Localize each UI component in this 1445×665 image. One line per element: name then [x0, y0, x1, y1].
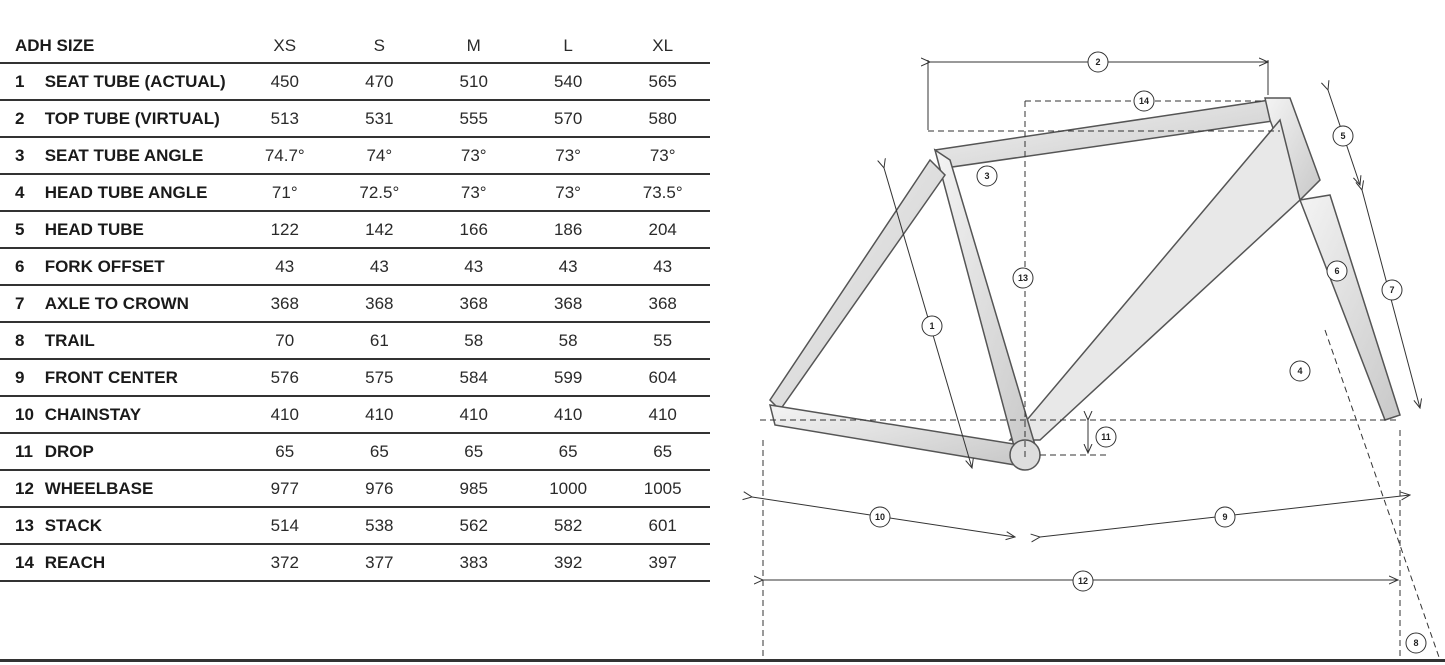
row-value: 599 [521, 359, 616, 396]
row-measurement-name: DROP [45, 433, 238, 470]
row-value: 397 [615, 544, 710, 581]
row-number: 10 [0, 396, 45, 433]
marker-13 [1013, 268, 1033, 288]
svg-text:8: 8 [1413, 638, 1419, 648]
row-value: 65 [237, 433, 332, 470]
row-value: 513 [237, 100, 332, 137]
row-value: 70 [237, 322, 332, 359]
table-row [0, 433, 710, 470]
row-value: 977 [237, 470, 332, 507]
row-value: 383 [427, 544, 521, 581]
row-value: 73° [427, 174, 521, 211]
svg-text:5: 5 [1340, 131, 1346, 141]
row-measurement-name: TOP TUBE (VIRTUAL) [45, 100, 238, 137]
row-value: 58 [427, 322, 521, 359]
header-row [0, 30, 710, 63]
table-row [0, 248, 710, 285]
marker-9 [1215, 507, 1235, 527]
row-value: 570 [521, 100, 616, 137]
row-number: 2 [0, 100, 45, 137]
svg-text:13: 13 [1017, 273, 1029, 283]
row-value: 65 [427, 433, 521, 470]
row-value: 65 [615, 433, 710, 470]
row-value: 166 [427, 211, 521, 248]
row-number: 4 [0, 174, 45, 211]
row-value: 73.5° [615, 174, 710, 211]
row-value: 410 [237, 396, 332, 433]
marker-11 [1096, 427, 1116, 447]
bottom-rule [0, 659, 1445, 662]
row-value: 43 [521, 248, 616, 285]
row-value: 565 [615, 63, 710, 100]
marker-2 [1088, 52, 1108, 72]
row-number: 13 [0, 507, 45, 544]
row-value: 368 [615, 285, 710, 322]
marker-14 [1134, 91, 1154, 111]
row-value: 531 [332, 100, 427, 137]
row-measurement-name: HEAD TUBE [45, 211, 238, 248]
row-measurement-name: WHEELBASE [45, 470, 238, 507]
table-row [0, 100, 710, 137]
size-header-m: M [427, 30, 521, 63]
row-value: 410 [332, 396, 427, 433]
row-value: 122 [237, 211, 332, 248]
row-measurement-name: HEAD TUBE ANGLE [45, 174, 238, 211]
marker-1 [922, 316, 942, 336]
row-value: 74.7° [237, 137, 332, 174]
marker-7 [1382, 280, 1402, 300]
row-value: 372 [237, 544, 332, 581]
row-value: 976 [332, 470, 427, 507]
table-row [0, 507, 710, 544]
marker-5 [1333, 126, 1353, 146]
row-value: 1005 [615, 470, 710, 507]
row-value: 43 [427, 248, 521, 285]
marker-3 [977, 166, 997, 186]
row-value: 392 [521, 544, 616, 581]
row-value: 1000 [521, 470, 616, 507]
svg-text:7: 7 [1389, 285, 1395, 295]
row-value: 65 [332, 433, 427, 470]
row-number: 9 [0, 359, 45, 396]
row-value: 450 [237, 63, 332, 100]
row-value: 368 [427, 285, 521, 322]
bike-frame [770, 98, 1400, 470]
svg-text:10: 10 [874, 512, 886, 522]
table-row [0, 137, 710, 174]
row-value: 562 [427, 507, 521, 544]
row-measurement-name: FORK OFFSET [45, 248, 238, 285]
row-value: 410 [521, 396, 616, 433]
row-measurement-name: REACH [45, 544, 238, 581]
row-value: 65 [521, 433, 616, 470]
row-value: 410 [427, 396, 521, 433]
row-measurement-name: STACK [45, 507, 238, 544]
table-row [0, 322, 710, 359]
row-value: 368 [521, 285, 616, 322]
svg-text:4: 4 [1297, 366, 1303, 376]
row-value: 575 [332, 359, 427, 396]
row-number: 8 [0, 322, 45, 359]
table-row [0, 470, 710, 507]
row-value: 584 [427, 359, 521, 396]
row-value: 72.5° [332, 174, 427, 211]
row-value: 368 [237, 285, 332, 322]
row-measurement-name: SEAT TUBE (ACTUAL) [45, 63, 238, 100]
row-value: 377 [332, 544, 427, 581]
row-value: 73° [427, 137, 521, 174]
size-header-xs: XS [237, 30, 332, 63]
svg-text:3: 3 [984, 171, 990, 181]
marker-12 [1073, 571, 1093, 591]
row-value: 55 [615, 322, 710, 359]
row-number: 6 [0, 248, 45, 285]
row-value: 43 [332, 248, 427, 285]
row-value: 58 [521, 322, 616, 359]
svg-text:2: 2 [1095, 57, 1101, 67]
row-value: 74° [332, 137, 427, 174]
row-value: 601 [615, 507, 710, 544]
marker-8 [1406, 633, 1426, 653]
row-value: 43 [615, 248, 710, 285]
table-row [0, 211, 710, 248]
frame-geometry-diagram [740, 40, 1445, 660]
geometry-table [0, 30, 710, 582]
row-number: 14 [0, 544, 45, 581]
size-header-xl: XL [615, 30, 710, 63]
row-value: 538 [332, 507, 427, 544]
row-value: 73° [615, 137, 710, 174]
row-value: 71° [237, 174, 332, 211]
row-number: 12 [0, 470, 45, 507]
size-header-label: ADH SIZE [0, 30, 237, 63]
row-number: 5 [0, 211, 45, 248]
row-measurement-name: SEAT TUBE ANGLE [45, 137, 238, 174]
marker-10 [870, 507, 890, 527]
table-row [0, 285, 710, 322]
row-number: 7 [0, 285, 45, 322]
marker-6 [1327, 261, 1347, 281]
row-value: 580 [615, 100, 710, 137]
marker-circles [870, 52, 1426, 653]
row-value: 985 [427, 470, 521, 507]
row-value: 73° [521, 137, 616, 174]
row-value: 410 [615, 396, 710, 433]
size-header-s: S [332, 30, 427, 63]
row-number: 1 [0, 63, 45, 100]
row-value: 510 [427, 63, 521, 100]
row-value: 540 [521, 63, 616, 100]
row-value: 576 [237, 359, 332, 396]
svg-text:12: 12 [1077, 576, 1089, 586]
row-value: 73° [521, 174, 616, 211]
table-row [0, 174, 710, 211]
row-number: 11 [0, 433, 45, 470]
marker-4 [1290, 361, 1310, 381]
row-value: 555 [427, 100, 521, 137]
svg-text:9: 9 [1222, 512, 1228, 522]
row-measurement-name: AXLE TO CROWN [45, 285, 238, 322]
row-value: 142 [332, 211, 427, 248]
table-row [0, 396, 710, 433]
table-row [0, 544, 710, 581]
svg-text:1: 1 [929, 321, 935, 331]
svg-text:14: 14 [1138, 96, 1150, 106]
row-value: 368 [332, 285, 427, 322]
row-measurement-name: FRONT CENTER [45, 359, 238, 396]
size-header-l: L [521, 30, 616, 63]
row-value: 204 [615, 211, 710, 248]
svg-text:6: 6 [1334, 266, 1340, 276]
row-value: 470 [332, 63, 427, 100]
row-number: 3 [0, 137, 45, 174]
row-value: 514 [237, 507, 332, 544]
row-measurement-name: CHAINSTAY [45, 396, 238, 433]
table-row [0, 63, 710, 100]
row-measurement-name: TRAIL [45, 322, 238, 359]
row-value: 604 [615, 359, 710, 396]
row-value: 582 [521, 507, 616, 544]
row-value: 186 [521, 211, 616, 248]
row-value: 43 [237, 248, 332, 285]
svg-text:11: 11 [1101, 432, 1111, 442]
row-value: 61 [332, 322, 427, 359]
table-row [0, 359, 710, 396]
